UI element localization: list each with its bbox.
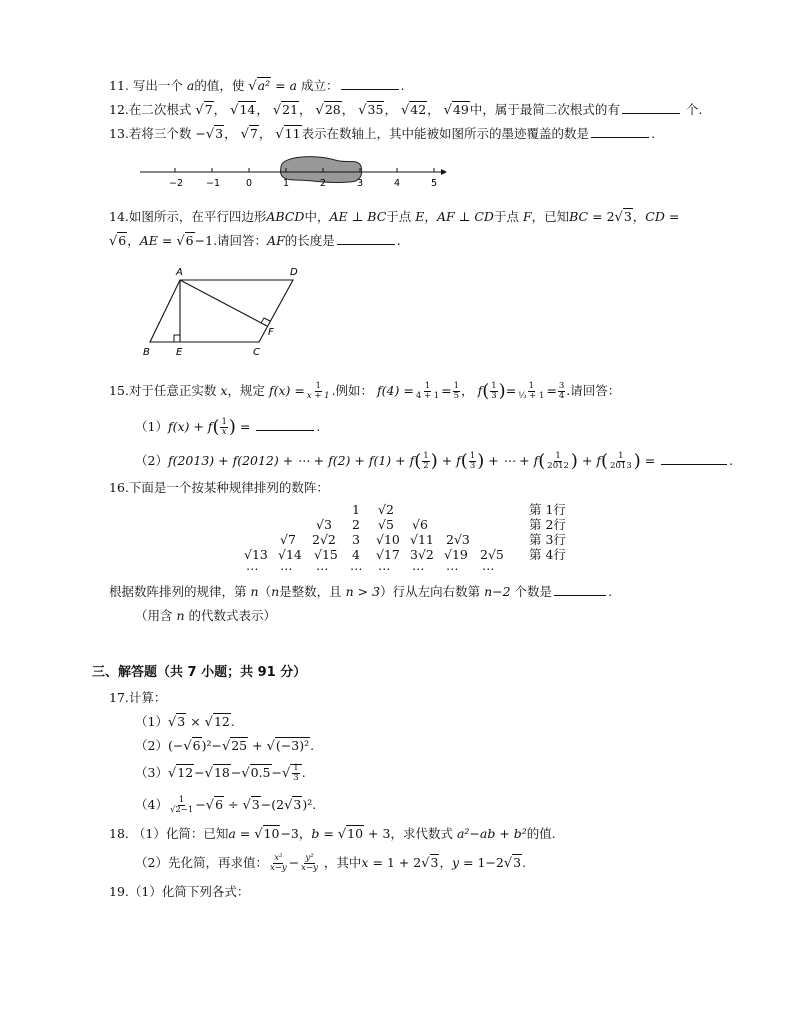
sqrt-a-squared: √a² [248,78,271,94]
array-cell: √15 [314,547,338,562]
array-cell: √19 [444,547,468,562]
array-dots: ⋯ [316,561,329,576]
right-angle-f [261,318,270,323]
section-heading: 三、解答题（共 7 小题；共 91 分） [92,665,307,680]
answer-blank-15-1[interactable] [256,419,314,431]
array-cell: √11 [410,532,434,547]
question-15-part-1: （1）f(x) + f( $\frac{1}{x}$ ) = . [135,416,321,438]
label-b: B [143,347,150,358]
array-cell: 3√2 [410,547,434,562]
array-dots: ⋯ [378,561,391,576]
array-cell: 3 [352,532,360,547]
question-13: 13.若将三个数 −√3， √7， √11表示在数轴上，其中能被如图所示的墨迹覆盖的数是 . [109,126,656,142]
label-d: D [290,267,298,278]
array-dots: ⋯ [482,561,495,576]
question-17-part-4: （4） $\frac{1}{√2-1}$ −√6 ÷ √3−(2√3)². [135,795,317,815]
answer-blank-14[interactable] [337,233,395,245]
answer-blank-11[interactable] [341,78,399,90]
number-line-figure [135,150,455,194]
segment-af [180,280,267,326]
row-label: 第 1行 [529,502,566,517]
array-cell: 1 [352,502,360,517]
question-16-prompt: 根据数阵排列的规律，第 n（n是整数，且 n > 3）行从左向右数第 n−2 个数是 . [109,584,613,599]
tick-label: 5 [431,178,438,189]
array-cell: √13 [244,547,268,562]
array-cell: √10 [376,532,400,547]
question-14-line-1: 14.如图所示，在平行四边形ABCD中，AE ⊥ BC于点 E，AF ⊥ CD于点 F，已知BC = 2√3，CD = [109,209,680,225]
label-c: C [253,347,260,358]
question-16: 16.下面是一个按某种规律排列的数阵： [109,480,329,495]
tick-label: 1 [283,178,290,189]
question-17-part-3: （3）√12−√18−√0.5−√ $\frac{1}{3}$ . [135,763,306,783]
question-12: 12.在二次根式 √7， √14， √21， √28， √35， √42， √49中，属于最简二次根式的有 个. [109,102,703,118]
answer-blank-16[interactable] [554,584,606,596]
tick-label: −1 [206,178,221,189]
array-dots: ⋯ [446,561,459,576]
array-cell: √2 [378,502,394,517]
answer-blank-13[interactable] [591,126,649,138]
array-cell: √7 [280,532,296,547]
array-cell: 2 [352,517,360,532]
tick-label: 0 [246,178,253,189]
row-label: 第 3行 [529,532,566,547]
label-a: A [176,267,183,278]
array-dots: ⋯ [350,561,363,576]
question-18-part-2: （2）先化简，再求值： $\frac{\text{x²}}{x-y}$ − $\frac{\text{y²}}{x-y}$ ，其中x = 1 + 2√3，y = 1−2√3. [135,853,527,873]
question-11: 11. 写出一个 a的值，使 √a² = a 成立： . [109,78,405,94]
parallelogram-figure [140,262,310,362]
tick-label: 2 [320,178,327,189]
question-19: 19.（1）化简下列各式： [109,884,250,899]
array-cell: √17 [376,547,400,562]
row-label: 第 4行 [529,547,566,562]
array-cell: √6 [412,517,428,532]
array-cell: √3 [316,517,332,532]
question-14-line-2: √6，AE = √6−1.请回答：AF的长度是 . [109,233,401,249]
label-f: F [268,327,274,338]
tick-label: 4 [394,178,401,189]
question-18-part-1: 18. （1）化简：已知a = √10−3，b = √10 + 3，求代数式 a²−ab + b²的值. [109,826,556,842]
tick-label: 3 [357,178,364,189]
question-17-part-1: （1）√3 × √12. [135,714,235,730]
array-cell: 2√3 [446,532,470,547]
question-16-note: （用含 n 的代数式表示） [135,608,277,623]
axis-arrow [441,169,447,175]
right-angle-e [174,335,180,342]
question-15: 15.对于任意正实数 x，规定 f(x) = $\frac{1}{x + 1}$ .例如： f(4) = $\frac{1}{4 + 1}$ = $\frac{1}{5}$ ， f( $\frac{1}{3}$ )= $\frac{1}{\text{⅓ + 1}}$ = $\frac{3}{4}$ .请回答： [109,380,621,402]
array-dots: ⋯ [246,561,259,576]
tick-label: −2 [169,178,184,189]
array-cell: 4 [352,547,360,562]
answer-blank-12[interactable] [622,102,680,114]
label-e: E [176,347,183,358]
array-cell: 2√5 [480,547,504,562]
array-cell: √14 [278,547,302,562]
array-dots: ⋯ [280,561,293,576]
answer-blank-15-2[interactable] [661,453,727,465]
question-17-part-2: （2）(−√6)²−√25 + √(−3)². [135,738,315,754]
array-cell: 2√2 [312,532,336,547]
question-17: 17.计算： [109,690,167,705]
question-15-part-2: （2）f(2013) + f(2012) + ⋯ + f(2) + f(1) + f( $\frac{1}{2}$ ) + f( $\frac{1}{3}$ ) + ⋯ + f( $\frac{1}{2012}$ ) + f( $\frac{1}{2013}$ ) = . [135,450,734,472]
array-dots: ⋯ [412,561,425,576]
row-label: 第 2行 [529,517,566,532]
array-cell: √5 [378,517,394,532]
